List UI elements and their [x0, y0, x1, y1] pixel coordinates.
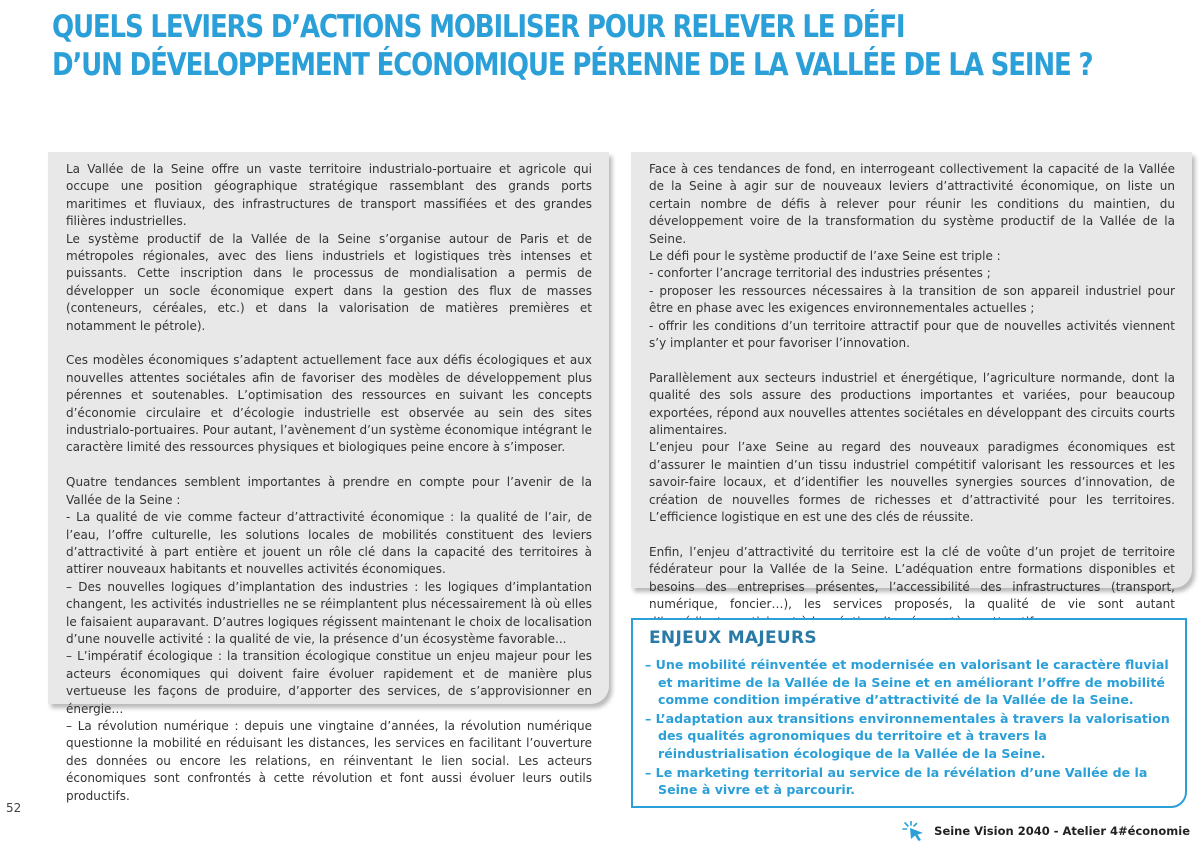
enjeux-list	[645, 656, 1175, 800]
challenge-item: - conforter l’ancrage territorial des industries présentes ;	[649, 266, 991, 281]
enjeux-majeurs-box	[631, 618, 1187, 808]
trend-item: – La révolution numérique : depuis une vingtaine d’années, la révolution numérique questionne la mobilité en réduisant les distances, les services en facilitant l’ouverture des données ou encore les relations, en réinventant le lien social. Les acteurs économiques sont confrontés à cette révolution et font aussi évoluer leurs outils productifs.	[66, 718, 592, 803]
paragraph: Le système productif de la Vallée de la Seine s’organise autour de Paris et de métropoles régionales, avec des liens industriels et logistiques très intenses et puissants. Cette inscription dans le processus de mondialisation a permis de développer un socle économique expert dans la gestion des flux de masses (conteneurs, céréales, etc.) et dans la valorisation de matières premières et notamment le pétrole).	[66, 231, 592, 333]
challenge-item: - offrir les conditions d’un territoire attractif pour que de nouvelles activités viennent s’y implanter et pour favoriser l’innovation.	[649, 318, 1175, 351]
paragraph: Parallèlement aux secteurs industriel et énergétique, l’agriculture normande, dont la qualité des sols assure des productions importantes et variées, pour beaucoup exportées, répond aux nouvelles attentes sociétales en développant des circuits courts alimentaires.	[649, 370, 1175, 438]
paragraph: Face à ces tendances de fond, en interrogeant collectivement la capacité de la Vallée de la Seine à agir sur de nouveaux leviers d’attractivité économique, on liste un certain nombre de défis à relever pour réunir les conditions du maintien, du développement voire de la transformation du système productif de la Vallée de la Seine.	[649, 162, 1175, 246]
enjeux-title: ENJEUX MAJEURS	[649, 628, 817, 648]
trend-item: - La qualité de vie comme facteur d’attractivité économique : la qualité de l’air, de l’eau, l’offre culturelle, les solutions locales de mobilités constituent des leviers d’attractivité à part entière et jouent un rôle clé dans la capacité des territoires à attirer nouveaux habitants et nouvelles activités économiques.	[66, 510, 592, 577]
left-column-text	[66, 161, 592, 805]
paragraph: La Vallée de la Seine offre un vaste territoire industrialo-portuaire et agricole qui occupe une position géographique stratégique rassemblant des grands ports maritimes et fluviaux, des infrastructures de transport massifiées et des grandes filières industrielles.	[66, 162, 592, 229]
challenge-item: - proposer les ressources nécessaires à la transition de son appareil industriel pour être en phase avec les exigences environnementales actuelles ;	[649, 283, 1175, 316]
enjeux-item: – Une mobilité réinventée et modernisée en valorisant le caractère fluvial et maritime de la Vallée de la Seine et en améliorant l’offre de mobilité comme condition impérative d’attractivité de la Vallée de la Seine.	[645, 657, 1169, 708]
paragraph: Quatre tendances semblent importantes à prendre en compte pour l’avenir de la Vallée de la Seine :	[66, 475, 592, 507]
page-title-line-1: QUELS LEVIERS D’ACTIONS MOBILISER POUR RELEVER LE DÉFI	[52, 9, 905, 45]
cursor-burst-icon	[902, 821, 928, 841]
paragraph: Le défi pour le système productif de l’axe Seine est triple :	[649, 249, 1001, 264]
footer	[902, 821, 1190, 841]
page-number: 52	[6, 801, 22, 815]
trend-item: – Des nouvelles logiques d’implantation des industries : les logiques d’implantation changent, les activités industrielles ne se réimplantent plus nécessairement là où elles le faisaient auparavant. D’autres logiques régissent maintenant le choix de localisation d’une nouvelle activité : la qualité de vie, la présence d’un écosystème favorable...	[66, 579, 592, 646]
footer-label: Seine Vision 2040 - Atelier 4#économie	[934, 824, 1190, 838]
enjeux-item: – L’adaptation aux transitions environnementales à travers la valorisation des qualités agronomiques du territoire et à travers la réindustrialisation écologique de la Vallée de la Seine.	[645, 710, 1170, 761]
right-column-text	[649, 161, 1175, 631]
paragraph: Enfin, l’enjeu d’attractivité du territoire est la clé de voûte d’un projet de territoire fédérateur pour la Vallée de la Seine. L’adéquation entre formations disponibles et besoins des entreprises présentes, l’accessibilité des infrastructures (transport, numérique, foncier…), les services proposés, la qualité de vie sont autant	[649, 544, 1175, 612]
enjeux-item: – Le marketing territorial au service de la révélation d’une Vallée de la Seine à vivre et à parcourir.	[645, 764, 1148, 798]
page-title	[52, 8, 1093, 84]
trend-item: – L’impératif écologique : la transition écologique constitue un enjeu majeur pour les acteurs économiques qui doivent faire évoluer rapidement et de manière plus vertueuse les façons de produire, d’apporter des services, de s’approvisionner en énergie…	[66, 649, 592, 716]
paragraph: Ces modèles économiques s’adaptent actuellement face aux défis écologiques et aux nouvelles attentes sociétales afin de favoriser des modèles de développement plus pérennes et soutenables. L’optimisation des ressources en suivant les concepts d’économie circulaire et d’écologie industrielle est observée au sein des sites industrialo-portuaires. Pour autant, l’avènement d’un système économique intégrant le caractère limité des ressources physiques et biologiques peine encore à s’imposer.	[66, 353, 592, 455]
paragraph: L’enjeu pour l’axe Seine au regard des nouveaux paradigmes économiques est d’assurer le maintien d’un tissu industriel compétitif valorisant les ressources et les savoir-faire locaux, et d’identifier les nouvelles synergies sources d’innovation, de création de nouvelles formes de richesses et d’attractivité pour les territoires. L’efficience logistique en est une des clés de réussite.	[649, 440, 1175, 525]
page-title-line-2: D’UN DÉVELOPPEMENT ÉCONOMIQUE PÉRENNE DE LA VALLÉE DE LA SEINE ?	[52, 47, 1093, 83]
